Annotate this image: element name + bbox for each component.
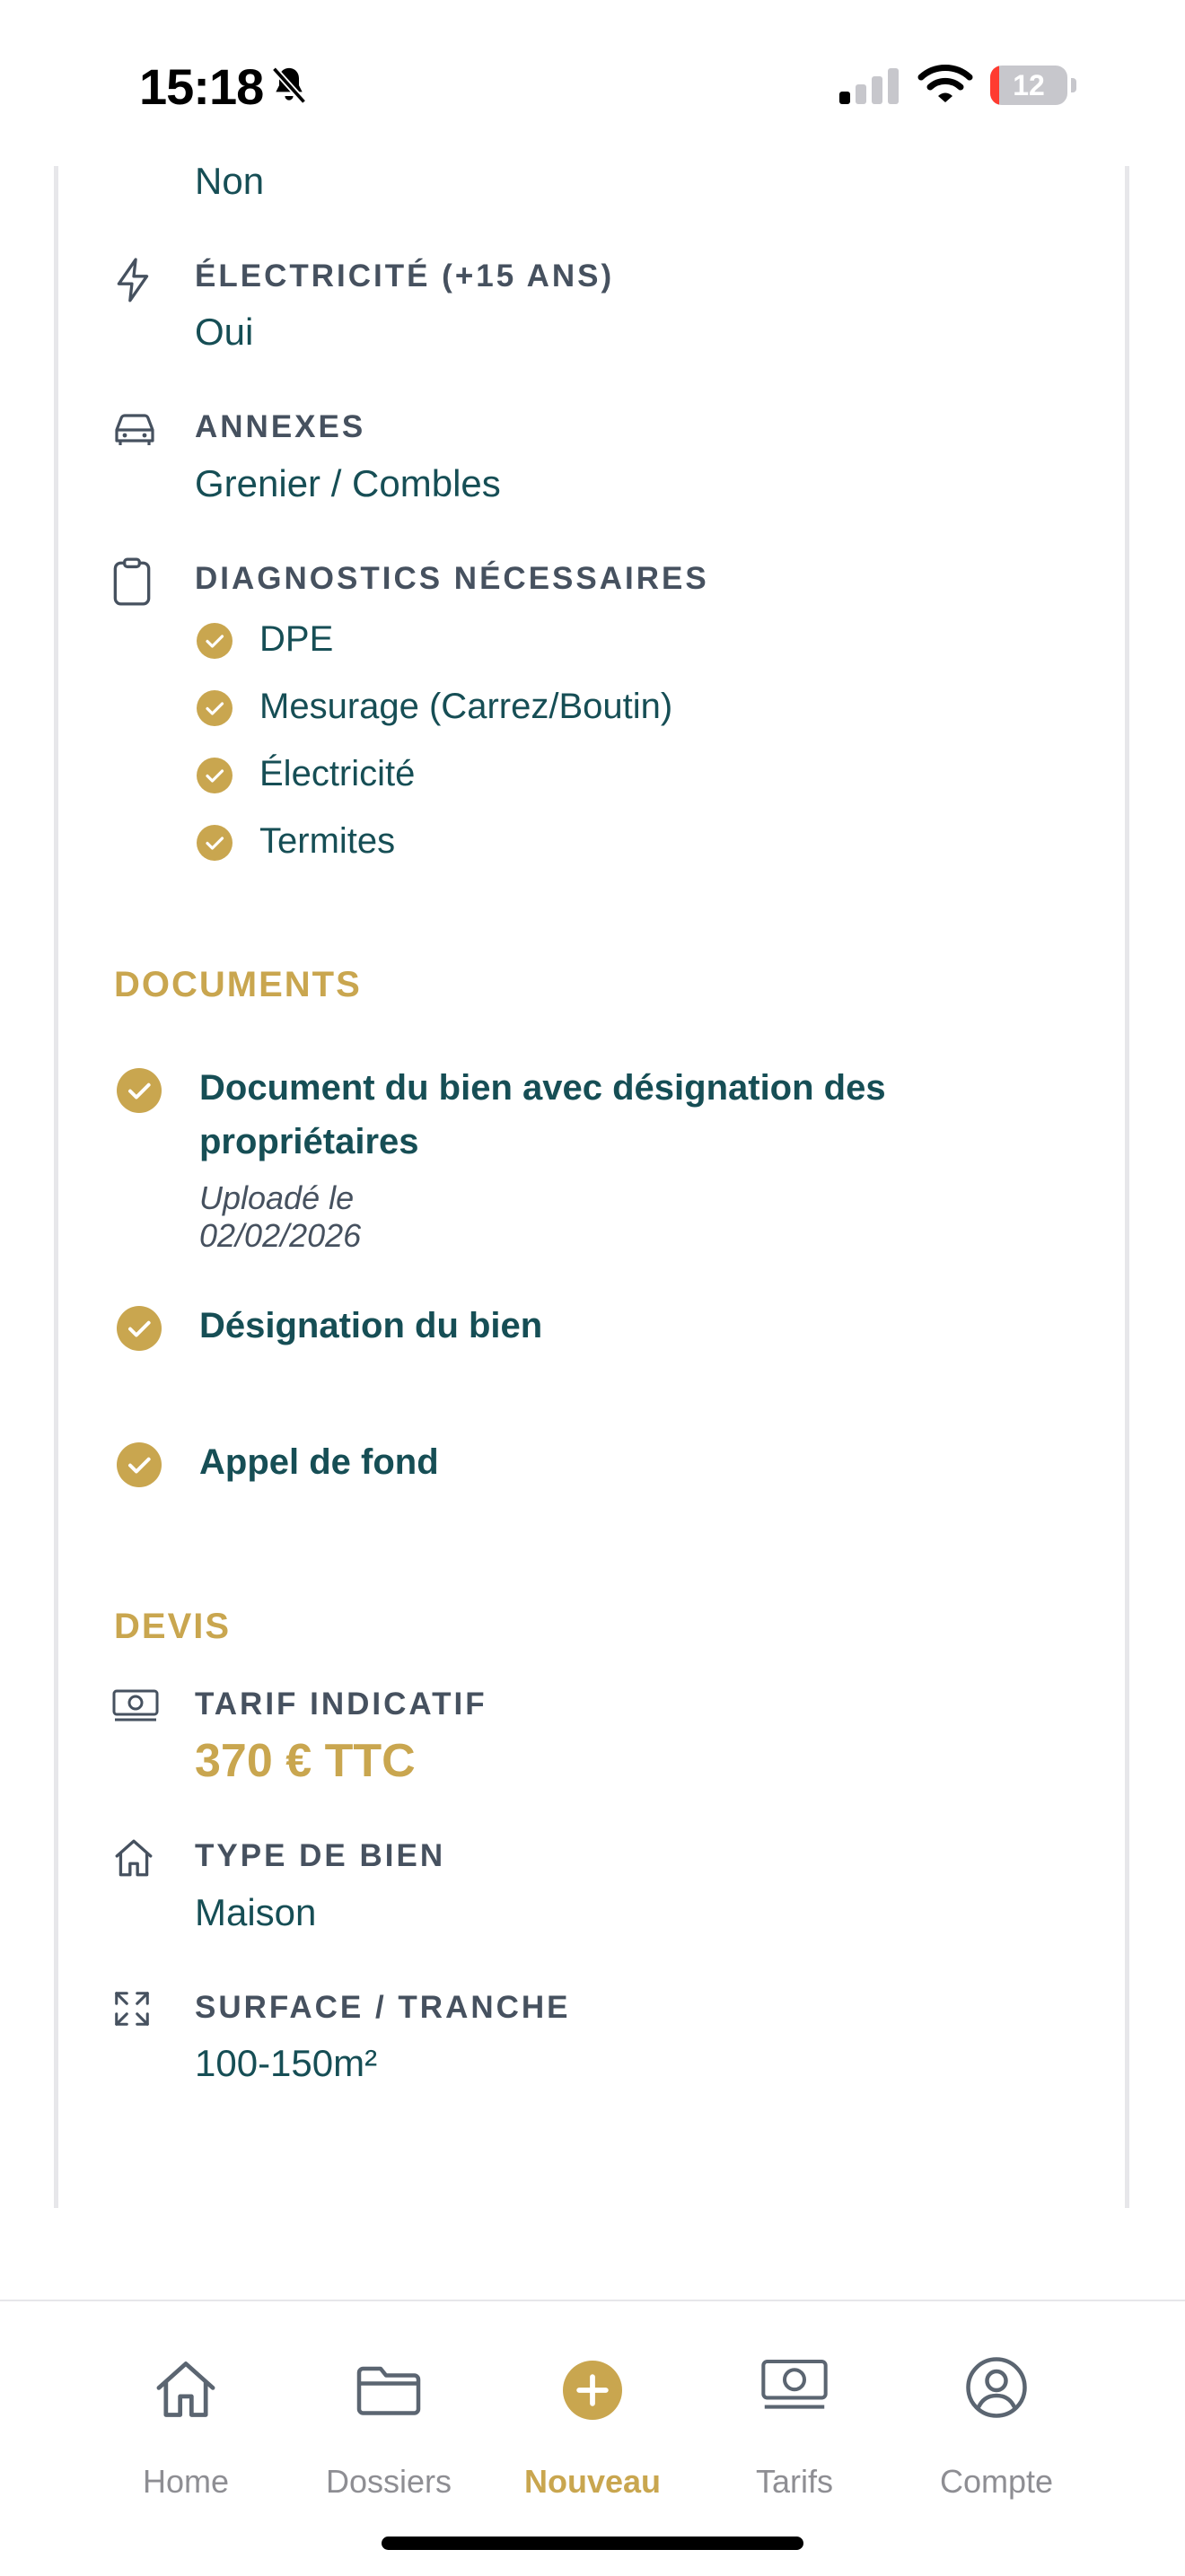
- tab-label: Nouveau: [523, 2463, 662, 2500]
- tab-home[interactable]: [96, 2355, 276, 2499]
- tarif-label: TARIF INDICATIF: [195, 1687, 487, 1722]
- folder-icon: [354, 2355, 424, 2420]
- car-icon: [111, 408, 158, 448]
- battery-level: 12: [1013, 69, 1045, 101]
- document-upload-date: Uploadé le 02/02/2026: [199, 1179, 362, 1254]
- document-title: Appel de fond: [199, 1442, 439, 1482]
- tab-label: Compte: [939, 2463, 1054, 2500]
- status-time: 15:18: [139, 58, 264, 115]
- detail-label: ÉLECTRICITÉ (+15 ANS): [195, 258, 615, 294]
- check-circle-icon: [197, 690, 233, 726]
- devis-section-title: DEVIS: [114, 1607, 232, 1646]
- battery-indicator: [990, 66, 1067, 105]
- type-bien-label: TYPE DE BIEN: [195, 1838, 446, 1873]
- surface-label: SURFACE / TRANCHE: [195, 1990, 571, 2025]
- surface-value: 100-150m²: [195, 2042, 378, 2084]
- banknote-icon: [111, 1687, 160, 1723]
- diagnostic-label: DPE: [259, 619, 334, 659]
- check-circle-icon: [117, 1068, 162, 1113]
- check-circle-icon: [197, 825, 233, 861]
- bolt-icon: [111, 256, 156, 304]
- home-icon: [111, 1836, 156, 1880]
- tab-dossiers[interactable]: [299, 2355, 478, 2499]
- tab-label: Dossiers: [325, 2463, 452, 2500]
- detail-value: Oui: [195, 311, 254, 353]
- clipboard-icon: [111, 556, 153, 607]
- signal-icon: [839, 66, 900, 104]
- documents-section-title: DOCUMENTS: [114, 965, 362, 1004]
- check-circle-icon: [117, 1442, 162, 1487]
- detail-value: Non: [195, 160, 265, 202]
- tab-nouveau[interactable]: [503, 2355, 682, 2499]
- home-indicator: [382, 2537, 803, 2550]
- tab-label: Tarifs: [755, 2463, 833, 2500]
- detail-label: DIAGNOSTICS NÉCESSAIRES: [195, 561, 709, 596]
- status-bar: [0, 0, 1185, 171]
- check-circle-icon: [197, 758, 233, 793]
- document-title: Désignation du bien: [199, 1306, 543, 1345]
- plus-circle-icon: [563, 2361, 622, 2420]
- banknote-icon: [759, 2355, 830, 2414]
- user-circle-icon: [964, 2355, 1029, 2420]
- tab-bar: [0, 2300, 1185, 2576]
- diagnostic-label: Électricité: [259, 754, 416, 793]
- tab-compte[interactable]: [907, 2355, 1086, 2499]
- detail-label: ANNEXES: [195, 409, 366, 444]
- tab-tarifs[interactable]: [705, 2355, 884, 2499]
- diagnostic-label: Termites: [259, 821, 396, 861]
- check-circle-icon: [117, 1306, 162, 1351]
- diagnostic-label: Mesurage (Carrez/Boutin): [259, 687, 673, 726]
- wifi-icon: [917, 63, 973, 104]
- tab-label: Home: [142, 2463, 230, 2500]
- expand-icon: [111, 1988, 153, 2029]
- check-circle-icon: [197, 623, 233, 659]
- detail-value: Grenier / Combles: [195, 462, 501, 504]
- card-border: [54, 166, 58, 2208]
- card-border: [1125, 166, 1129, 2208]
- type-bien-value: Maison: [195, 1891, 317, 1933]
- tarif-value: 370 € TTC: [195, 1735, 416, 1787]
- bell-slash-icon: [269, 65, 309, 108]
- home-icon: [152, 2355, 220, 2423]
- document-title: Document du bien avec désignation des propriétaires: [199, 1068, 886, 1161]
